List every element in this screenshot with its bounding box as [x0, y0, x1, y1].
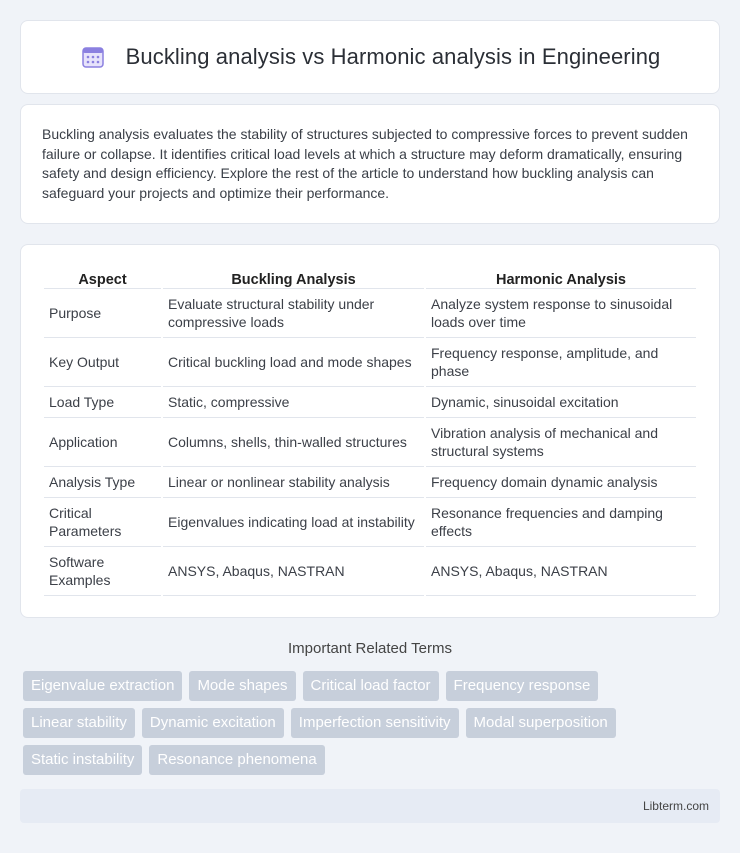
cell-harmonic: Dynamic, sinusoidal excitation: [426, 387, 696, 418]
cell-aspect: Critical Parameters: [44, 498, 161, 547]
footer-site-link[interactable]: Libterm.com: [642, 799, 709, 813]
cell-aspect: Purpose: [44, 289, 161, 338]
calendar-grid-icon: [80, 44, 106, 70]
table-row: [44, 467, 696, 498]
comparison-card: [20, 244, 720, 618]
cell-aspect: Load Type: [44, 387, 161, 418]
table-row: [44, 498, 696, 547]
cell-buckling: Linear or nonlinear stability analysis: [163, 467, 424, 498]
table-header-row: [44, 265, 696, 289]
table-row: [44, 289, 696, 338]
cell-buckling: Critical buckling load and mode shapes: [163, 338, 424, 387]
header-harmonic: Harmonic Analysis: [426, 265, 696, 289]
cell-buckling: Columns, shells, thin-walled structures: [163, 418, 424, 467]
cell-harmonic: Resonance frequencies and damping effects: [426, 498, 696, 547]
table-row: [44, 547, 696, 596]
header-buckling: Buckling Analysis: [163, 265, 424, 289]
cell-buckling: Evaluate structural stability under compressive loads: [163, 289, 424, 338]
term-tag[interactable]: Modal superposition: [466, 708, 616, 738]
related-terms: [23, 671, 723, 782]
term-tag[interactable]: Eigenvalue extraction: [23, 671, 182, 701]
cell-harmonic: Vibration analysis of mechanical and structural systems: [426, 418, 696, 467]
term-tag[interactable]: Linear stability: [23, 708, 135, 738]
term-tag[interactable]: Critical load factor: [303, 671, 439, 701]
cell-aspect: Software Examples: [44, 547, 161, 596]
cell-harmonic: Analyze system response to sinusoidal loads over time: [426, 289, 696, 338]
cell-harmonic: Frequency response, amplitude, and phase: [426, 338, 696, 387]
cell-aspect: Analysis Type: [44, 467, 161, 498]
table-row: [44, 418, 696, 467]
cell-harmonic: ANSYS, Abaqus, NASTRAN: [426, 547, 696, 596]
comparison-table: [42, 265, 698, 596]
tag-row: [23, 708, 723, 738]
cell-buckling: Eigenvalues indicating load at instability: [163, 498, 424, 547]
cell-aspect: Application: [44, 418, 161, 467]
cell-aspect: Key Output: [44, 338, 161, 387]
term-tag[interactable]: Frequency response: [446, 671, 599, 701]
term-tag[interactable]: Mode shapes: [189, 671, 295, 701]
tag-row: [23, 745, 723, 775]
tag-row: [23, 671, 723, 701]
table-row: [44, 338, 696, 387]
cell-buckling: ANSYS, Abaqus, NASTRAN: [163, 547, 424, 596]
term-tag[interactable]: Resonance phenomena: [149, 745, 324, 775]
table-row: [44, 387, 696, 418]
header-aspect: Aspect: [44, 265, 161, 289]
cell-harmonic: Frequency domain dynamic analysis: [426, 467, 696, 498]
term-tag[interactable]: Static instability: [23, 745, 142, 775]
intro-text: Buckling analysis evaluates the stability of structures subjected to compressive forces to prevent sudden failure or collapse. It identifies critical load levels at which a structure may deform dramatically, ensuring safety and design efficiency. Explore the rest of the article to understand how buckling analysis can safeguard your projects and optimize their performance.: [42, 126, 688, 201]
intro-card: [20, 104, 720, 224]
title-card: [20, 20, 720, 94]
term-tag[interactable]: Imperfection sensitivity: [291, 708, 459, 738]
cell-buckling: Static, compressive: [163, 387, 424, 418]
related-terms-title: Important Related Terms: [288, 640, 452, 657]
footer: [20, 789, 720, 823]
page-title: Buckling analysis vs Harmonic analysis in Engineering: [125, 44, 661, 69]
term-tag[interactable]: Dynamic excitation: [142, 708, 284, 738]
